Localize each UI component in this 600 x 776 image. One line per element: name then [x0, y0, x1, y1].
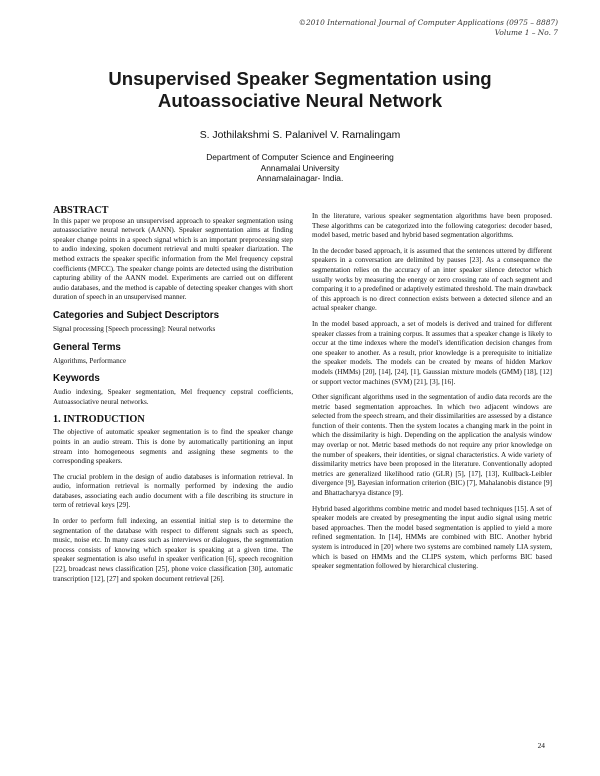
keywords-text: Audio indexing, Speaker segmentation, Mel frequency cepstral coefficients, Autoassociative neural networks.: [53, 388, 293, 406]
page-number: 24: [537, 741, 545, 750]
categories-text: Signal processing [Speech processing]: Neural networks: [53, 324, 216, 333]
running-header: [299, 18, 558, 38]
right-paragraph-1: In the literature, various speaker segmentation algorithms have been proposed. These algorithms can be categorized into the following categories: decoder based, model based, metric based and hybrid based segmentation algorithms.: [312, 212, 552, 240]
general-terms-heading: General Terms: [53, 341, 121, 353]
right-paragraph-2: In the decoder based approach, it is assumed that the sentences uttered by different speakers in a conversation are delimited by pauses [23]. As a consequence the segmentation relies on the accuracy of an inter speaker silence detector which usually works by measuring the energy or zero crossing rate of each segment and comparing it to a predefined or adaptively estimated threshold. The main drawback of this approach is no direct connection exists between a detected silence and an actual speaker change.: [312, 246, 552, 313]
intro-paragraph-3: In order to perform full indexing, an essential initial step is to determine the segmentation of the database with respect to different signals such as speech, music, noise etc. In many cases such as interviews or dialogues, the segmentation process consists of knowing which speaker is speaking at a given time. The speaker segmentation is also useful in speaker verification [6], speech recognition [22], broadcast news classification [25], phone voice classification [30], automatic transcription [12], [27] and spoken document retrieval [26].: [53, 517, 293, 583]
journal-citation: ©2010 International Journal of Computer Applications (0975 – 8887): [298, 18, 558, 27]
title-line-2: Autoassociative Neural Network: [157, 90, 443, 111]
right-paragraph-5: Hybrid based algorithms combine metric and model based techniques [15]. A set of speaker models are created by presegmenting the input audio signal using metric based approaches. Then the model based segmentation is applied to yield a more refined segmentation. In [14], HMMs are combined with BIC. Another hybrid system is introduced in [20] where two systems are combined namely LIA system, which is based on HMMs and the CLIPS system, which performs BIC based speaker segmentation followed by hierarchical clustering.: [312, 504, 552, 571]
intro-paragraph-2: The crucial problem in the design of audio databases is information retrieval. In audio, information retrieval is normally performed by indexing the audio databases, associating each audio document with a file describing its structure in term of retrieval keys [29].: [53, 472, 293, 510]
categories-heading: Categories and Subject Descriptors: [53, 309, 220, 321]
abstract-text: In this paper we propose an unsupervised approach to speaker segmentation using autoassociative neural network (AANN). Speaker segmentation aims at finding speaker change points in a speech signal which is an important preprocessing step to audio indexing, spoken document retrieval and multi speaker diarization. The method extracts the speaker specific information from the Mel frequency cepstral coefficients (MFCC). The speaker change points are detected using the distribution capturing ability of the AANN model. Experiments are carried out on different audio databases, and the method is capable of detecting speaker changes with short duration of speech in an unsupervised manner.: [53, 216, 293, 302]
keywords-heading: Keywords: [53, 373, 100, 385]
affiliation: [40, 152, 560, 184]
introduction-heading: 1. INTRODUCTION: [53, 414, 145, 426]
left-column: [53, 206, 293, 590]
right-column: [312, 212, 552, 578]
affiliation-department: Department of Computer Science and Engineering: [206, 152, 394, 162]
title-line-1: Unsupervised Speaker Segmentation using: [108, 68, 492, 89]
affiliation-location: Annamalainagar- India.: [256, 173, 344, 184]
authors: S. Jothilakshmi S. Palanivel V. Ramalingam: [199, 130, 401, 141]
paper-title: [40, 68, 560, 112]
right-paragraph-3: In the model based approach, a set of models is derived and trained for different speaker classes from a training corpus. It assumes that a speaker change is likely to occur at the time indexes where the model's identification decision changes from one speaker to another. As a result, prior knowledge is a prerequisite to initialize the speaker models. The models can be created by means of hidden Markov models (HMMs) [20], [14], [24], [1], Gaussian mixture models (GMM) [18], [12] or support vector machines (SVM) [21], [3], [16].: [312, 319, 552, 386]
right-paragraph-4: Other significant algorithms used in the segmentation of audio data records are the metric based segmentation approaches. In which two adjacent windows are selected from the speech stream, and their dissimilarities are assessed by a distance function of their contents. Then the system locates a changing mark in the point in which the dissimilarity is high. Depending on the application the analysis window may overlap or not. Metric based methods do not require any prior knowledge on the number of speakers, their identities, or signal characteristics. A wide variety of dissimilarity metrics have been proposed in the literature. Conventionally adopted metrics are generalized likelihood ratio (GLR) [5], [17], [13], Kullback-Leibler divergence [9], Bayesian information criterion (BIC) [7], Mahalanobis distance [9] and Bhattacharyya distance [9].: [312, 393, 552, 498]
general-terms-text: Algorithms, Performance: [53, 356, 127, 365]
affiliation-university: Annamalai University: [260, 162, 340, 173]
volume-info: Volume 1 – No. 7: [494, 28, 558, 37]
abstract-heading: ABSTRACT: [53, 205, 109, 216]
intro-paragraph-1: The objective of automatic speaker segmentation is to find the speaker change points in an audio stream. This is done by automatically partitioning an input stream into homogeneous segments and assigning these segments to the corresponding speakers.: [53, 428, 293, 466]
